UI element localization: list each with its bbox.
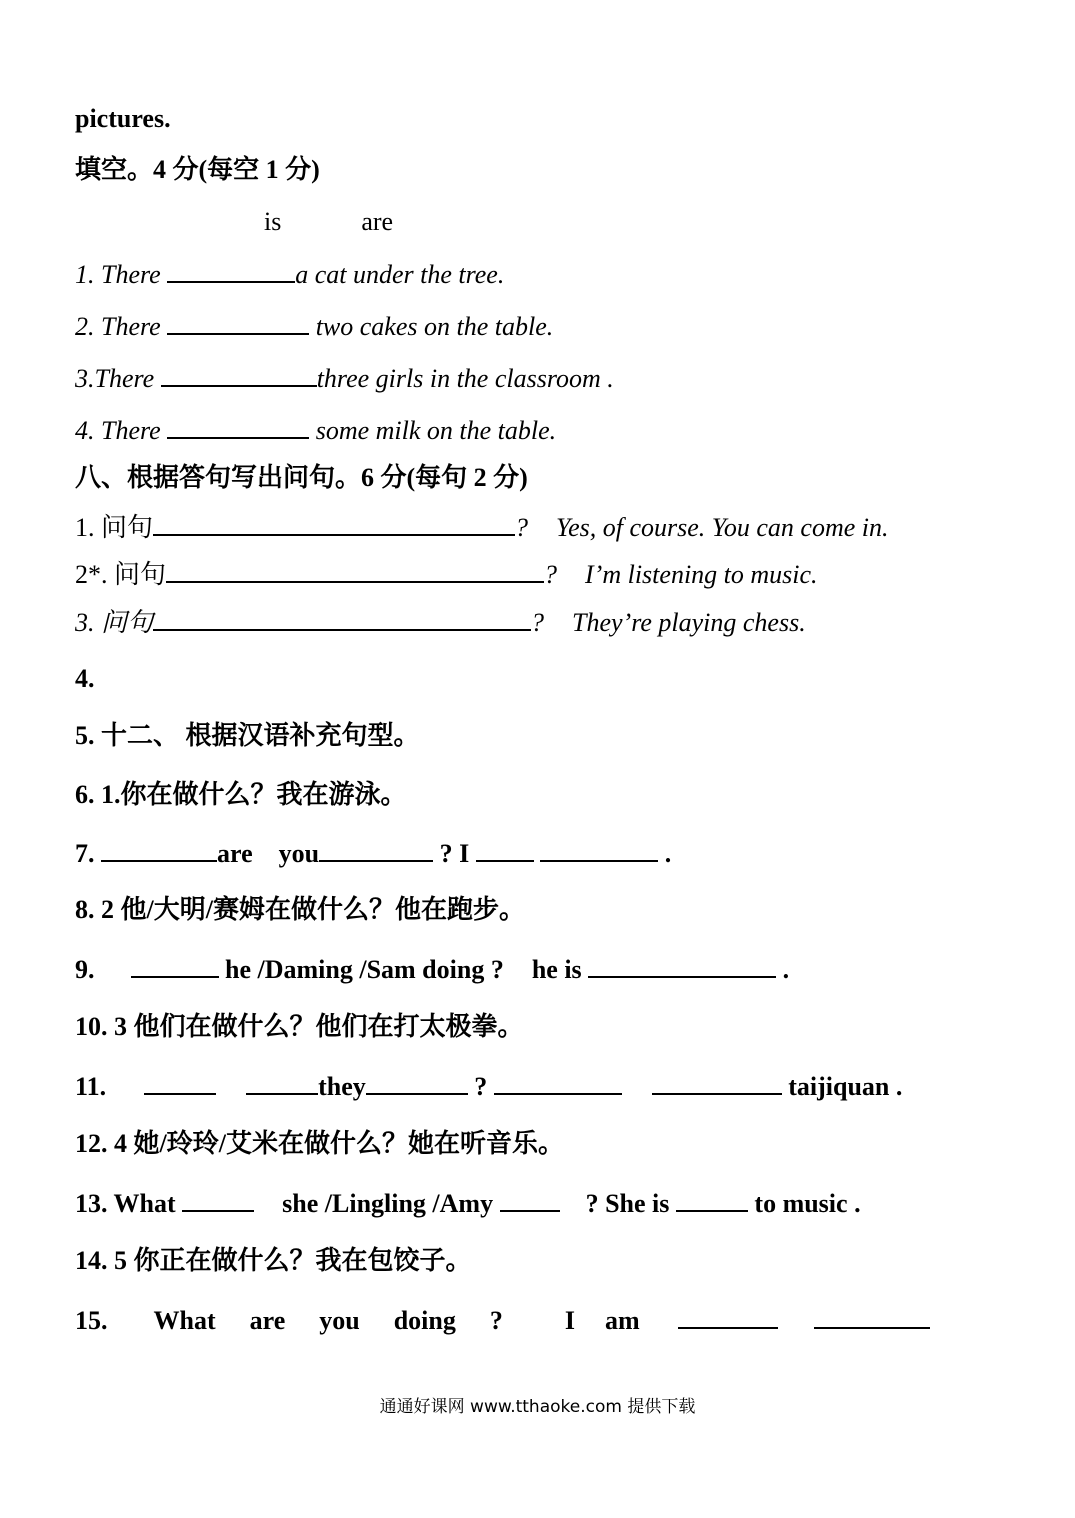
text: 14. 5 你正在做什么？我在包饺子。 xyxy=(75,1246,472,1275)
word-is: is xyxy=(264,207,282,236)
text: some milk on the table. xyxy=(315,416,557,445)
text: 15. xyxy=(75,1306,108,1335)
text: they xyxy=(318,1072,366,1101)
prompt-1 xyxy=(75,780,407,810)
prompt-5 xyxy=(75,1246,472,1276)
answer-blank[interactable] xyxy=(167,311,309,335)
question-item-3 xyxy=(75,607,806,638)
text: ? I xyxy=(439,839,470,868)
text: three girls in the classroom . xyxy=(316,364,614,393)
fill-item-1 xyxy=(75,259,504,290)
text: ? xyxy=(474,1072,488,1101)
text: 填空。4 分(每空 1 分) xyxy=(75,155,320,184)
answer-blank[interactable] xyxy=(814,1305,930,1329)
line-4 xyxy=(75,664,95,694)
answer-blank[interactable] xyxy=(161,363,317,387)
text: 6. 1.你在做什么？我在游泳。 xyxy=(75,780,407,809)
word-are: are xyxy=(361,207,394,236)
answer-blank[interactable] xyxy=(540,838,658,862)
text: are xyxy=(217,839,253,868)
answer-blank[interactable] xyxy=(652,1071,782,1095)
prompt-2 xyxy=(75,895,525,925)
text: ? xyxy=(531,608,545,637)
answer-blank[interactable] xyxy=(246,1071,318,1095)
text: to music . xyxy=(754,1189,861,1218)
text: I xyxy=(564,1306,575,1335)
text: you xyxy=(319,1306,360,1335)
section-8-title xyxy=(75,463,528,493)
text: 2. There xyxy=(75,312,161,341)
text: 9. xyxy=(75,955,95,984)
answer-blank[interactable] xyxy=(167,259,295,283)
text: 5. 十二、 根据汉语补充句型。 xyxy=(75,721,420,750)
answer-blank[interactable] xyxy=(131,954,219,978)
text: are xyxy=(249,1306,286,1335)
prompt-3 xyxy=(75,1012,524,1042)
text: 11. xyxy=(75,1072,107,1101)
text: ? She is xyxy=(585,1189,670,1218)
text: . xyxy=(782,955,790,984)
answer-blank[interactable] xyxy=(476,838,534,862)
answer-blank[interactable] xyxy=(678,1305,778,1329)
fill-item-2 xyxy=(75,311,553,342)
text: she /Lingling /Amy xyxy=(282,1189,494,1218)
text: ? xyxy=(544,560,558,589)
text: 13. What xyxy=(75,1189,176,1218)
answer-line-4 xyxy=(75,1188,861,1219)
answer-blank[interactable] xyxy=(676,1188,748,1212)
answer-blank[interactable] xyxy=(366,1071,468,1095)
answer-blank[interactable] xyxy=(153,607,531,631)
answer-text: Yes, of course. You can come in. xyxy=(556,513,889,542)
word-bank xyxy=(264,207,393,237)
text: 4. xyxy=(75,664,95,693)
text: taijiquan . xyxy=(788,1072,903,1101)
text: 3.There xyxy=(75,364,155,393)
text: am xyxy=(605,1306,640,1335)
text: 2*. 问句 xyxy=(75,560,167,589)
text: 八、根据答句写出问句。6 分(每句 2 分) xyxy=(75,463,528,492)
text: he is xyxy=(531,955,582,984)
text: 8. 2 他/大明/赛姆在做什么？他在跑步。 xyxy=(75,895,525,924)
text: . xyxy=(664,839,672,868)
text: 4. There xyxy=(75,416,161,445)
section-12-title xyxy=(75,721,420,751)
answer-line-3 xyxy=(75,1071,902,1102)
text: ? xyxy=(515,513,529,542)
heading-pictures xyxy=(75,104,171,134)
text: 1. There xyxy=(75,260,161,289)
footer-credit xyxy=(0,1392,1075,1417)
answer-blank[interactable] xyxy=(144,1071,216,1095)
answer-blank[interactable] xyxy=(153,512,515,536)
question-item-2 xyxy=(75,559,818,590)
text: 3. 问句 xyxy=(75,608,154,637)
answer-text: I’m listening to music. xyxy=(585,560,818,589)
prompt-4 xyxy=(75,1129,564,1159)
section-fill-blank-title xyxy=(75,155,320,185)
answer-text: They’re playing chess. xyxy=(572,608,806,637)
text: 7. xyxy=(75,839,95,868)
text: 12. 4 她/玲玲/艾米在做什么？她在听音乐。 xyxy=(75,1129,564,1158)
question-item-1 xyxy=(75,512,888,543)
fill-item-3 xyxy=(75,363,614,394)
text: 1. 问句 xyxy=(75,513,154,542)
text: he /Daming /Sam doing ? xyxy=(225,955,504,984)
answer-blank[interactable] xyxy=(166,559,544,583)
text: doing xyxy=(393,1306,456,1335)
text: two cakes on the table. xyxy=(315,312,554,341)
answer-blank[interactable] xyxy=(101,838,217,862)
answer-blank[interactable] xyxy=(588,954,776,978)
text: What xyxy=(153,1306,216,1335)
answer-blank[interactable] xyxy=(319,838,433,862)
answer-line-5 xyxy=(75,1305,930,1336)
fill-item-4 xyxy=(75,415,556,446)
answer-line-2 xyxy=(75,954,789,985)
answer-line-1 xyxy=(75,838,671,869)
text: pictures. xyxy=(75,104,171,133)
answer-blank[interactable] xyxy=(167,415,309,439)
answer-blank[interactable] xyxy=(494,1071,622,1095)
text: 10. 3 他们在做什么？他们在打太极拳。 xyxy=(75,1012,524,1041)
text: a cat under the tree. xyxy=(295,260,505,289)
text: you xyxy=(278,839,320,868)
answer-blank[interactable] xyxy=(182,1188,254,1212)
text: 通通好课网 www.tthaoke.com 提供下载 xyxy=(379,1397,696,1417)
answer-blank[interactable] xyxy=(500,1188,560,1212)
text: ? xyxy=(489,1306,503,1335)
